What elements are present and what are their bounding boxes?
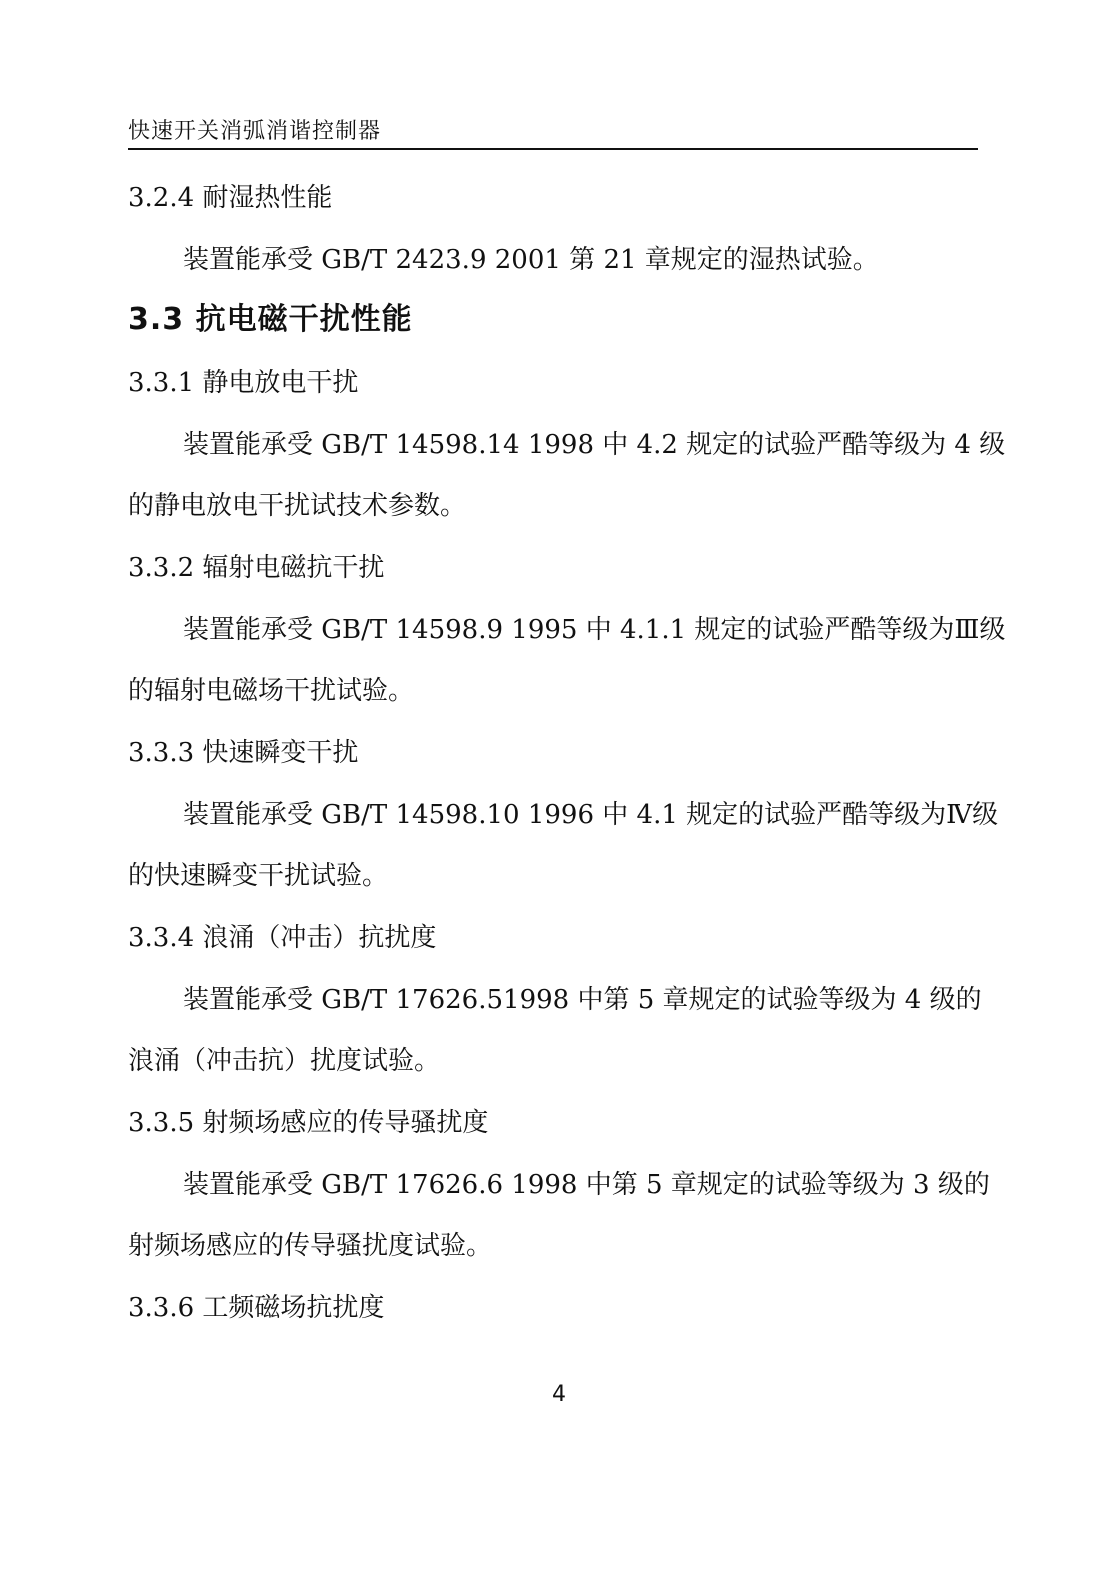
section-3-3-4-heading: 3.3.4 浪涌（冲击）抗扰度 bbox=[128, 923, 437, 953]
section-3-3-3-text-line-1: 装置能承受 GB/T 14598.10 1996 中 4.1 规定的试验严酷等级为Ⅳ级 bbox=[183, 800, 999, 830]
section-3-3-4-text-line-2: 浪涌（冲击抗）扰度试验。 bbox=[128, 1046, 441, 1076]
section-3-3-6-heading: 3.3.6 工频磁场抗扰度 bbox=[128, 1293, 385, 1323]
section-3-3-5-heading: 3.3.5 射频场感应的传导骚扰度 bbox=[128, 1108, 489, 1138]
section-3-2-4-heading: 3.2.4 耐湿热性能 bbox=[128, 183, 333, 213]
section-3-2-4-text: 装置能承受 GB/T 2423.9 2001 第 21 章规定的湿热试验。 bbox=[183, 245, 879, 275]
section-3-3-1-text-line-1: 装置能承受 GB/T 14598.14 1998 中 4.2 规定的试验严酷等级为 4 级 bbox=[183, 430, 1006, 460]
section-3-3-2-heading: 3.3.2 辐射电磁抗干扰 bbox=[128, 553, 385, 583]
running-header bbox=[128, 112, 978, 150]
document-title: 快速开关消弧消谐控制器 bbox=[128, 119, 382, 144]
section-3-3-5-text-line-2: 射频场感应的传导骚扰度试验。 bbox=[128, 1231, 493, 1261]
section-3-3-2-text-line-2: 的辐射电磁场干扰试验。 bbox=[128, 676, 415, 706]
section-3-3-5-text-line-1: 装置能承受 GB/T 17626.6 1998 中第 5 章规定的试验等级为 3 级的 bbox=[183, 1170, 990, 1200]
section-3-3-2-text-line-1: 装置能承受 GB/T 14598.9 1995 中 4.1.1 规定的试验严酷等级为Ⅲ级 bbox=[183, 615, 1006, 645]
section-3-3-1-text-line-2: 的静电放电干扰试技术参数。 bbox=[128, 491, 467, 521]
section-3-3-1-heading: 3.3.1 静电放电干扰 bbox=[128, 368, 359, 398]
section-3-3-4-text-line-1: 装置能承受 GB/T 17626.51998 中第 5 章规定的试验等级为 4 级的 bbox=[183, 985, 982, 1015]
section-3-3-3-heading: 3.3.3 快速瞬变干扰 bbox=[128, 738, 359, 768]
page-number: 4 bbox=[552, 1382, 566, 1407]
section-3-3-heading: 3.3 抗电磁干扰性能 bbox=[128, 302, 413, 337]
section-3-3-3-text-line-2: 的快速瞬变干扰试验。 bbox=[128, 861, 389, 891]
